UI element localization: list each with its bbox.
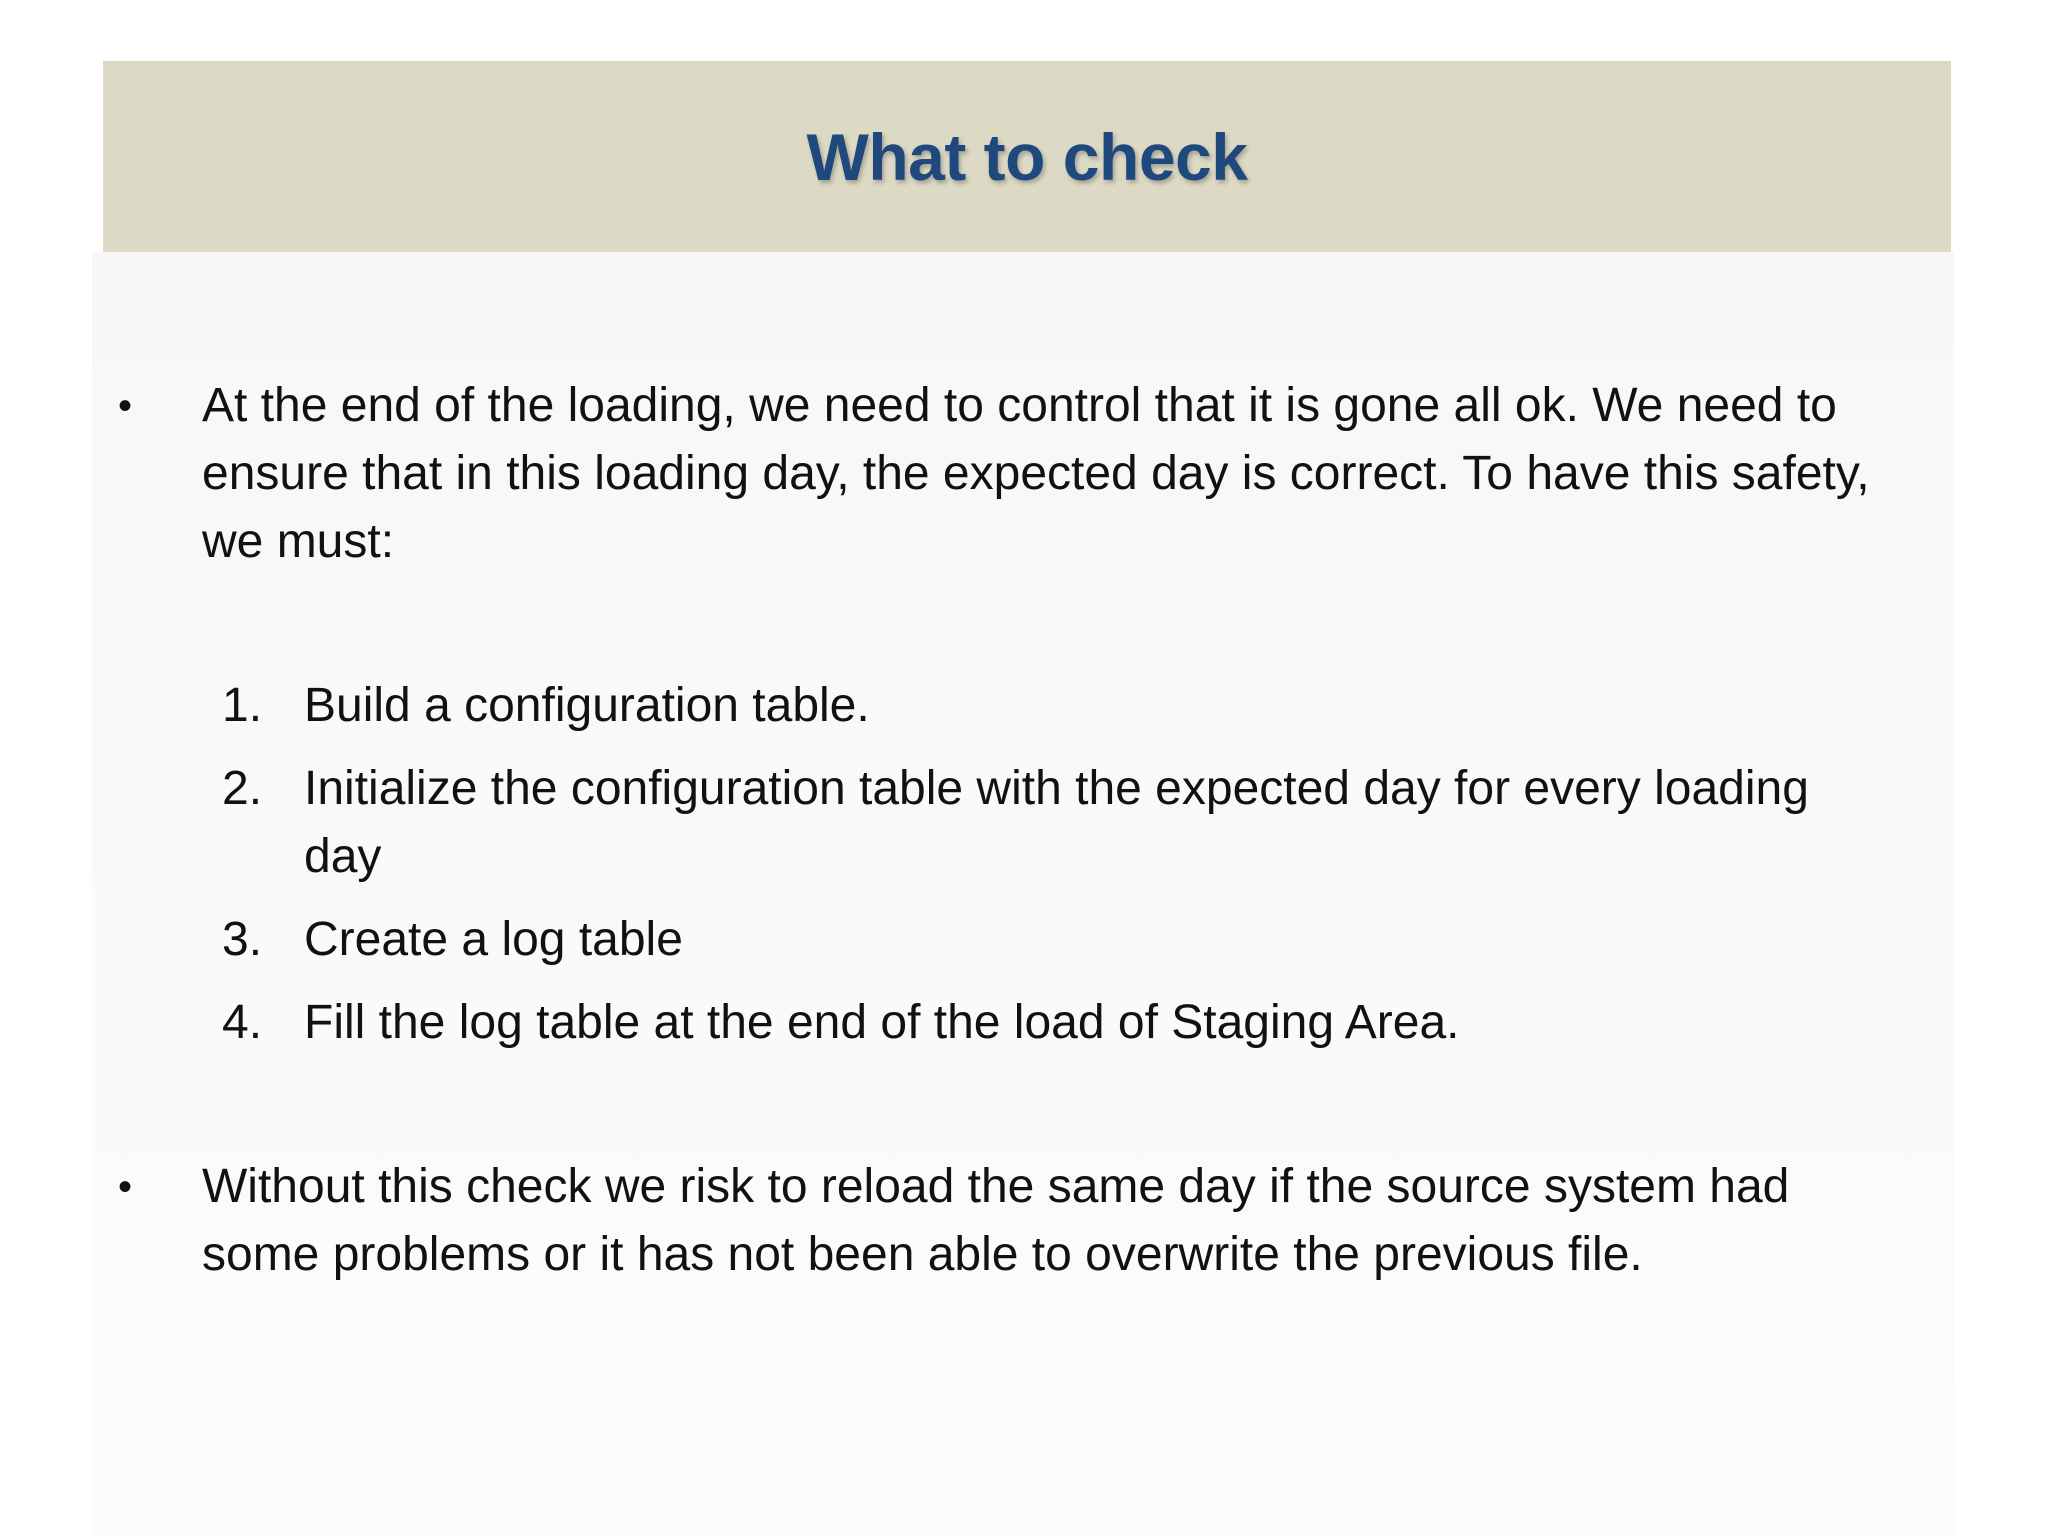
steps-list: [222, 672, 1812, 1072]
bullet-text: At the end of the loading, we need to control that it is gone all ok. We need to ensure that in this loading day, the expected day is correct. To have this safety, we must:: [202, 379, 1870, 568]
bullet-marker: •: [118, 1165, 133, 1209]
list-item: [222, 672, 1812, 740]
step-text: Create a log table: [304, 913, 683, 966]
step-text: Initialize the configuration table with the expected day for every loading day: [304, 762, 1809, 883]
bullet-text: Without this check we risk to reload the same day if the source system had some problems or it has not been able to overwrite the previous file.: [202, 1160, 1790, 1281]
bullet-item: [118, 372, 1908, 576]
slide-title: What to check: [806, 119, 1248, 194]
list-item: [222, 989, 1812, 1057]
bullet-item: [118, 1153, 1908, 1289]
step-number: 3.: [222, 913, 263, 966]
step-number: 4.: [222, 996, 263, 1049]
step-number: 1.: [222, 679, 263, 732]
step-number: 2.: [222, 762, 263, 815]
list-item: [222, 906, 1812, 974]
list-item: [222, 755, 1812, 891]
step-text: Fill the log table at the end of the load of Staging Area.: [304, 996, 1460, 1049]
title-bar: [103, 61, 1951, 252]
step-text: Build a configuration table.: [304, 679, 870, 732]
bullet-marker: •: [118, 384, 133, 428]
